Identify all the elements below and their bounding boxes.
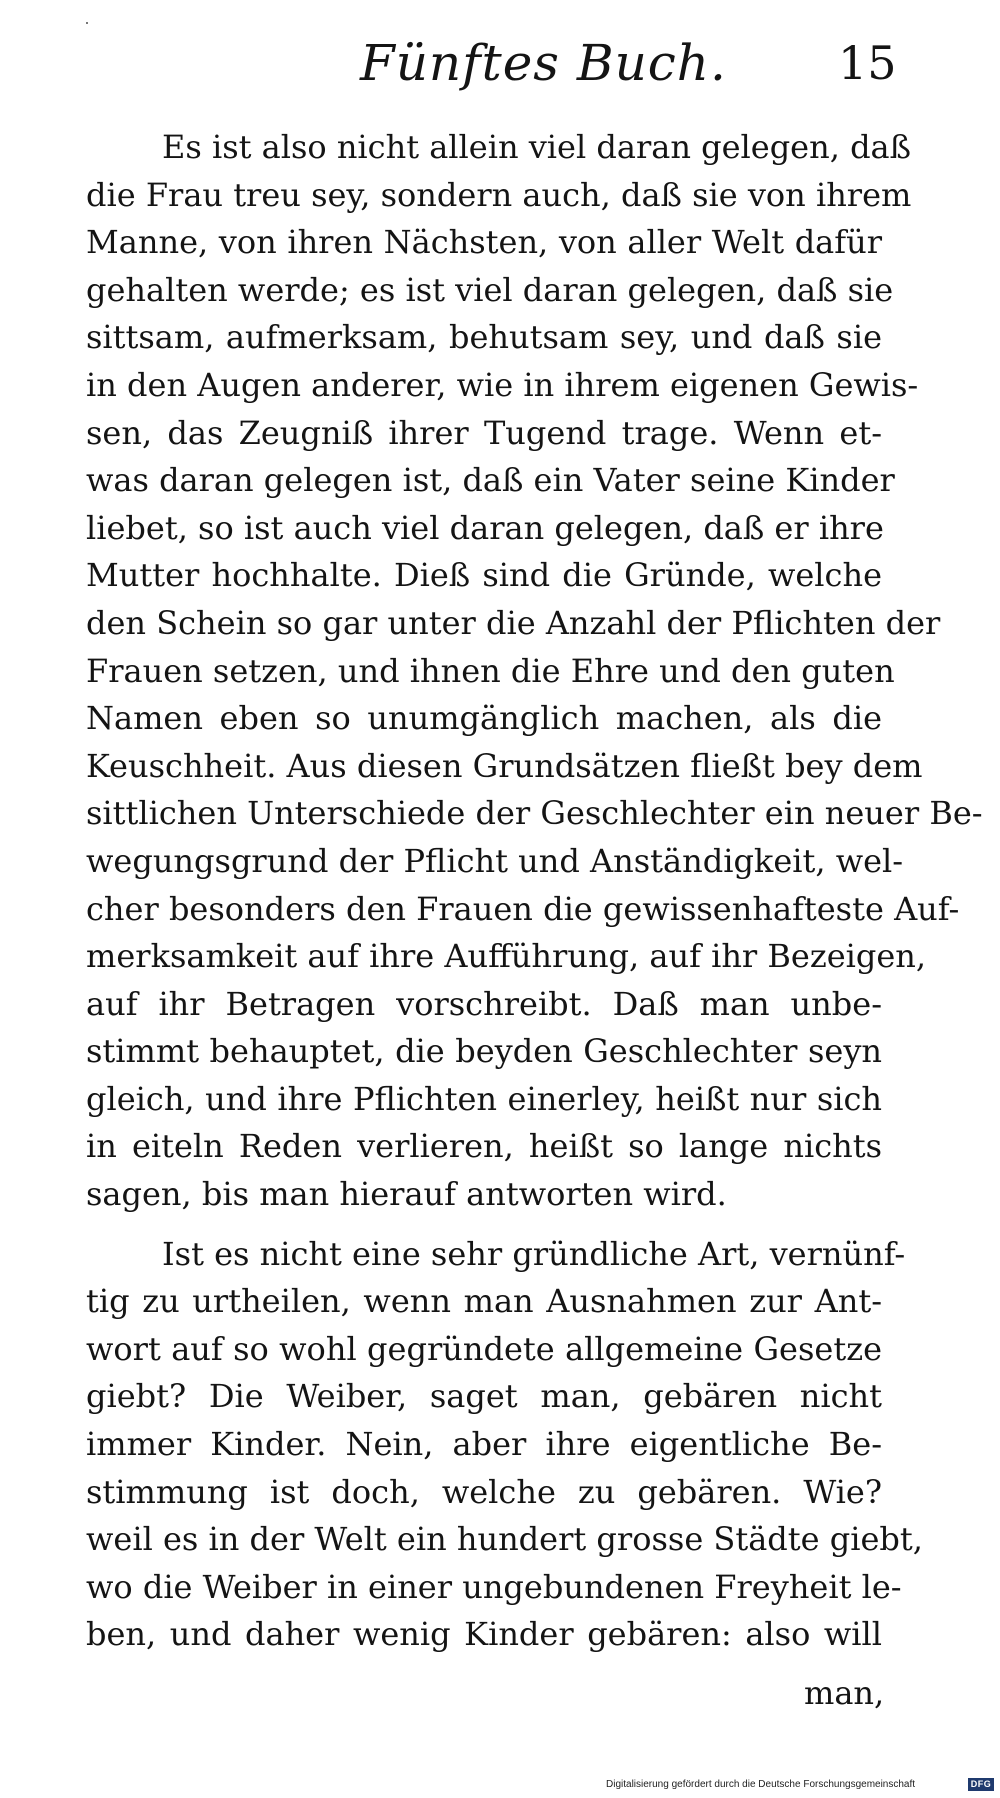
text-line: gehalten werde; es ist viel daran gelegen, daß sie bbox=[86, 270, 894, 309]
body-text bbox=[86, 124, 983, 1659]
text-line: die Frau treu sey, sondern auch, daß sie von ihrem bbox=[86, 175, 912, 214]
paragraph-gap bbox=[86, 1219, 882, 1231]
text-line: Ist es nicht eine sehr gründliche Art, vernünf- bbox=[162, 1234, 906, 1273]
text-line: Es ist also nicht allein viel daran gelegen, daß bbox=[162, 128, 911, 166]
text-line: wo die Weiber in einer ungebundenen Freyheit le- bbox=[86, 1567, 902, 1606]
text-line: cher besonders den Frauen die gewissenhafteste Auf- bbox=[86, 889, 960, 928]
text-line: giebt? Die Weiber, saget man, gebären nicht bbox=[86, 1377, 882, 1416]
text-line: weil es in der Welt ein hundert grosse Städte giebt, bbox=[86, 1520, 923, 1559]
text-line: den Schein so gar unter die Anzahl der Pflichten der bbox=[86, 603, 941, 642]
digitization-credit: Digitalisierung gefördert durch die Deutsche Forschungsgemeinschaft bbox=[606, 1779, 916, 1790]
text-line: in den Augen anderer, wie in ihrem eigenen Gewis- bbox=[86, 365, 919, 404]
text-line: Namen eben so unumgänglich machen, als die bbox=[86, 699, 882, 738]
text-line: sagen, bis man hierauf antworten wird. bbox=[86, 1175, 727, 1214]
running-head-title: Fünftes Buch. bbox=[360, 34, 727, 92]
text-line: stimmung ist doch, welche zu gebären. Wie? bbox=[86, 1472, 882, 1511]
text-line: in eiteln Reden verlieren, heißt so lange nichts bbox=[86, 1127, 882, 1166]
text-line: stimmt behauptet, die beyden Geschlechter seyn bbox=[86, 1032, 882, 1071]
text-line: liebet, so ist auch viel daran gelegen, daß er ihre bbox=[86, 508, 884, 547]
text-line: merksamkeit auf ihre Aufführung, auf ihr Bezeigen, bbox=[86, 937, 927, 976]
text-line: ben, und daher wenig Kinder gebären: also will bbox=[86, 1615, 882, 1654]
text-line: Mutter hochhalte. Dieß sind die Gründe, welche bbox=[86, 556, 882, 595]
text-line: sen, das Zeugniß ihrer Tugend trage. Wenn et- bbox=[86, 413, 882, 452]
text-line: auf ihr Betragen vorschreibt. Daß man unbe- bbox=[86, 984, 882, 1023]
text-line: Keuschheit. Aus diesen Grundsätzen fließt bey dem bbox=[86, 746, 923, 785]
text-line: Frauen setzen, und ihnen die Ehre und den guten bbox=[86, 651, 895, 690]
text-line: sittlichen Unterschiede der Geschlechter ein neuer Be- bbox=[86, 794, 983, 833]
page-number: 15 bbox=[838, 36, 897, 90]
text-line: Manne, von ihren Nächsten, von aller Welt dafür bbox=[86, 223, 882, 262]
text-line: sittsam, aufmerksam, behutsam sey, und daß sie bbox=[86, 318, 882, 357]
text-line: wegungsgrund der Pflicht und Anständigkeit, wel- bbox=[86, 841, 904, 880]
text-line: wort auf so wohl gegründete allgemeine Gesetze bbox=[86, 1329, 882, 1368]
text-line: gleich, und ihre Pflichten einerley, heißt nur sich bbox=[86, 1079, 882, 1118]
text-line: tig zu urtheilen, wenn man Ausnahmen zur Ant- bbox=[86, 1282, 882, 1321]
running-head bbox=[0, 26, 1000, 96]
text-line: immer Kinder. Nein, aber ihre eigentliche Be- bbox=[86, 1425, 882, 1464]
paper-speck bbox=[86, 22, 88, 24]
catchword: man, bbox=[804, 1674, 885, 1712]
dfg-logo: DFG bbox=[968, 1778, 994, 1791]
text-line: was daran gelegen ist, daß ein Vater seine Kinder bbox=[86, 461, 895, 500]
